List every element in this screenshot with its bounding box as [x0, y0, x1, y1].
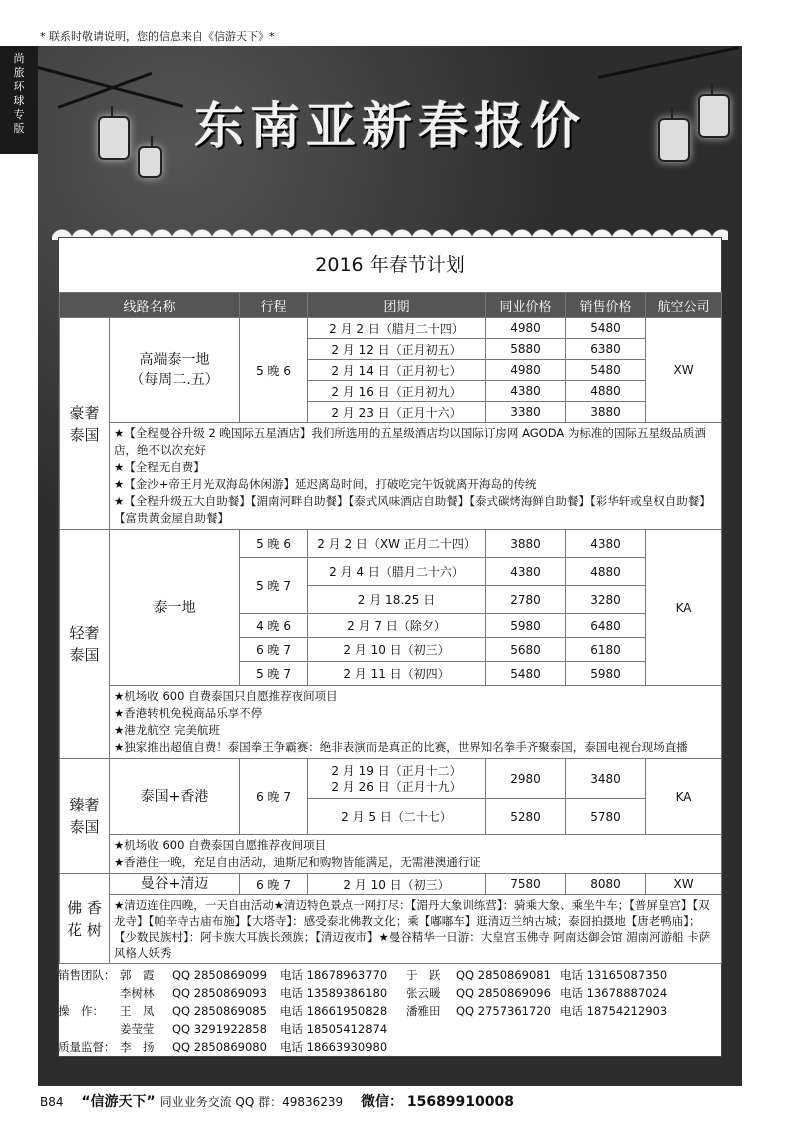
- date: 2 月 10 日（初三）: [308, 874, 486, 895]
- sale-price: 3480: [566, 759, 646, 799]
- contact-qq: QQ 2850869085: [172, 1004, 267, 1018]
- contact-name: 于 跃: [406, 968, 441, 982]
- table-row: [60, 759, 722, 799]
- contact-tel: 电话 18754212903: [560, 1004, 668, 1018]
- date: 2 月 16 日（正月初九）: [308, 381, 486, 402]
- page-footer: [40, 1091, 740, 1111]
- contact-name: 姜莹莹: [120, 1022, 155, 1036]
- peer-price: 5480: [486, 662, 566, 686]
- date: 2 月 10 日（初三）: [308, 638, 486, 662]
- side-tab-char: 专: [13, 108, 25, 121]
- banner: [38, 46, 742, 231]
- sale-price: 4380: [566, 530, 646, 558]
- trip: 4 晚 6: [240, 614, 308, 638]
- date: 2 月 4 日（腊月二十六）: [308, 558, 486, 586]
- contact-name: 李 扬: [120, 1040, 155, 1054]
- peer-price: 4980: [486, 318, 566, 339]
- date: 2 月 23 日（正月十六）: [308, 402, 486, 423]
- date: 2 月 12 日（正月初五）: [308, 339, 486, 360]
- sale-price: 6180: [566, 638, 646, 662]
- contact-role: 操 作：: [58, 1004, 104, 1018]
- contact-tel: 电话 18505412874: [280, 1022, 388, 1036]
- table-row: [60, 423, 722, 530]
- table-row: [60, 318, 722, 339]
- table-row: [60, 530, 722, 558]
- route-name: 泰一地: [110, 530, 240, 686]
- side-tab-char: 环: [13, 80, 25, 93]
- contact-tel: 电话 13165087350: [560, 968, 668, 982]
- header-airline: 航空公司: [646, 293, 722, 318]
- sale-price: 5980: [566, 662, 646, 686]
- table-header: [60, 293, 722, 318]
- contact-role: 质量监督：: [58, 1040, 116, 1054]
- contact-tel: 电话 13678887024: [560, 986, 668, 1000]
- plum-branch-right: [598, 46, 739, 79]
- side-tab: [0, 46, 38, 154]
- price-card: [58, 237, 722, 1057]
- date: 2 月 11 日（初四）: [308, 662, 486, 686]
- peer-price: 3380: [486, 402, 566, 423]
- wechat-label: 微信：: [361, 1094, 404, 1110]
- route-name: 高端泰一地 （每周二.五）: [110, 318, 240, 423]
- contact-role: [58, 984, 120, 1002]
- airline: XW: [646, 874, 722, 895]
- header-sale-price: 销售价格: [566, 293, 646, 318]
- contact-tel: 电话 18678963770: [280, 968, 388, 982]
- contact-name: 张云暖: [406, 986, 441, 1000]
- sale-price: 6480: [566, 614, 646, 638]
- table-row: [60, 686, 722, 759]
- contact-name: 潘雅田: [406, 1004, 441, 1018]
- table-row: [60, 874, 722, 895]
- header-peer-price: 同业价格: [486, 293, 566, 318]
- peer-price: 4380: [486, 558, 566, 586]
- airline: KA: [646, 759, 722, 835]
- peer-price: 5980: [486, 614, 566, 638]
- contact-qq: QQ 2850869081: [456, 968, 551, 982]
- contact-tel: 电话 18661950828: [280, 1004, 388, 1018]
- sale-price: 5480: [566, 318, 646, 339]
- contact-row: [58, 966, 720, 984]
- peer-price: 2780: [486, 586, 566, 614]
- peer-price: 4380: [486, 381, 566, 402]
- contact-list: [58, 966, 720, 1056]
- header-date: 团期: [308, 293, 486, 318]
- contact-qq: QQ 3291922858: [172, 1022, 267, 1036]
- date: 2 月 5 日（二十七）: [308, 799, 486, 835]
- airline: XW: [646, 318, 722, 423]
- banner-title: 东南亚新春报价: [194, 97, 586, 155]
- peer-price: 5680: [486, 638, 566, 662]
- sale-price: 8080: [566, 874, 646, 895]
- wechat-id: 15689910008: [406, 1094, 514, 1110]
- peer-price: 7580: [486, 874, 566, 895]
- route-note: ★【全程曼谷升级 2 晚国际五星酒店】我们所选用的五星级酒店均以国际订房网 AGODA 为标准的国际五星级品质酒店，绝不以次充好 ★【全程无自费】 ★【金沙+帝王月光双海岛休闲游】延迟离岛时间，打破吃完午饭就离开海岛的传统 ★【全程升级五大自助餐】【湄南河畔自助餐】【泰式风味酒店自助餐】【泰式碳烤海鲜自助餐】【彩华轩或皇权自助餐】【富贵黄金屋自助餐】: [110, 423, 722, 530]
- contact-row: [58, 984, 720, 1002]
- side-tab-char: 旅: [13, 66, 25, 79]
- route-name: 泰国+香港: [110, 759, 240, 835]
- contact-role: [58, 1020, 120, 1038]
- table-row: [60, 835, 722, 874]
- side-tab-char: 球: [13, 94, 25, 107]
- side-tab-char: 尚: [13, 52, 25, 65]
- contact-qq: QQ 2850869093: [172, 986, 267, 1000]
- contact-name: 王 凤: [120, 1004, 155, 1018]
- route-name: 曼谷+清迈: [110, 874, 240, 895]
- contact-tel: 电话 13589386180: [280, 986, 388, 1000]
- contact-qq: QQ 2850869096: [456, 986, 551, 1000]
- group-label: 轻奢 泰国: [60, 530, 110, 759]
- trip: 5 晚 7: [240, 558, 308, 614]
- date: 2 月 2 日（腊月二十四）: [308, 318, 486, 339]
- contact-qq: QQ 2850869080: [172, 1040, 267, 1054]
- date: 2 月 18.25 日: [308, 586, 486, 614]
- contact-row: [58, 1002, 720, 1020]
- sale-price: 3880: [566, 402, 646, 423]
- plan-title: 2016 年春节计划: [315, 254, 465, 276]
- table-row: [60, 895, 722, 964]
- peer-price: 3880: [486, 530, 566, 558]
- date: 2 月 7 日（除夕）: [308, 614, 486, 638]
- qq-group: 同业业务交流 QQ 群：49836239: [159, 1095, 344, 1109]
- header-route: 线路名称: [60, 293, 240, 318]
- contact-name: 李树林: [120, 986, 155, 1000]
- trip: 6 晚 7: [240, 874, 308, 895]
- trip: 5 晚 6: [240, 318, 308, 423]
- trip: 6 晚 7: [240, 638, 308, 662]
- trip: 5 晚 6: [240, 530, 308, 558]
- sale-price: 3280: [566, 586, 646, 614]
- contact-qq: QQ 2850869099: [172, 968, 267, 982]
- route-note: ★机场收 600 自费泰国只自愿推荐夜间项目 ★香港转机免税商品乐享不停 ★港龙航空 完美航班 ★独家推出超值自费！泰国拳王争霸赛：绝非表演而是真正的比赛，世界知名拳手齐聚泰国，泰国电视台现场直播: [110, 686, 722, 759]
- sale-price: 6380: [566, 339, 646, 360]
- peer-price: 5880: [486, 339, 566, 360]
- contact-tel: 电话 18663930980: [280, 1040, 388, 1054]
- peer-price: 2980: [486, 759, 566, 799]
- sale-price: 5480: [566, 360, 646, 381]
- contact-qq: QQ 2757361720: [456, 1004, 551, 1018]
- contact-role: 销售团队：: [58, 968, 116, 982]
- peer-price: 4980: [486, 360, 566, 381]
- contact-row: [58, 1020, 720, 1038]
- contact-name: 郭 霞: [120, 968, 155, 982]
- sale-price: 5780: [566, 799, 646, 835]
- route-note: ★机场收 600 自费泰国自愿推荐夜间项目 ★香港住一晚，充足自由活动，迪斯尼和购物皆能满足，无需港澳通行证: [110, 835, 722, 874]
- top-note: * 联系时敬请说明，您的信息来自《信游天下》*: [40, 30, 275, 43]
- airline: KA: [646, 530, 722, 686]
- trip: 6 晚 7: [240, 759, 308, 835]
- header-trip: 行程: [240, 293, 308, 318]
- peer-price: 5280: [486, 799, 566, 835]
- group-label: 佛 香 花 树: [60, 874, 110, 964]
- page-number: B84: [40, 1095, 64, 1109]
- date: 2 月 2 日（XW 正月二十四）: [308, 530, 486, 558]
- brand-name: “信游天下”: [81, 1094, 156, 1110]
- route-note: ★清迈连住四晚，一天自由活动★清迈特色景点一网打尽：【湄丹大象训练营】：骑乘大象、乘坐牛车；【普屏皇宫】【双龙寺】【帕辛寺古庙布施】【大塔寺】：感受泰北佛教文化；乘【嘟嘟车】逛清迈兰纳古城；泰囧拍摄地【唐老鸭庙】；【少数民族村】：阿卡族大耳族长颈族；【清迈夜市】★曼谷精华一日游：大皇宫玉佛寺 阿南达御会馆 湄南河游船 卡萨风格人妖秀: [110, 895, 722, 964]
- contact-row: [58, 1038, 720, 1056]
- group-label: 豪奢 泰国: [60, 318, 110, 530]
- date: 2 月 19 日（正月十二） 2 月 26 日（正月十九）: [308, 759, 486, 799]
- sale-price: 4880: [566, 558, 646, 586]
- price-table: [59, 292, 722, 964]
- date: 2 月 14 日（正月初七）: [308, 360, 486, 381]
- sale-price: 4880: [566, 381, 646, 402]
- side-tab-char: 版: [13, 122, 25, 135]
- group-label: 臻奢 泰国: [60, 759, 110, 874]
- trip: 5 晚 7: [240, 662, 308, 686]
